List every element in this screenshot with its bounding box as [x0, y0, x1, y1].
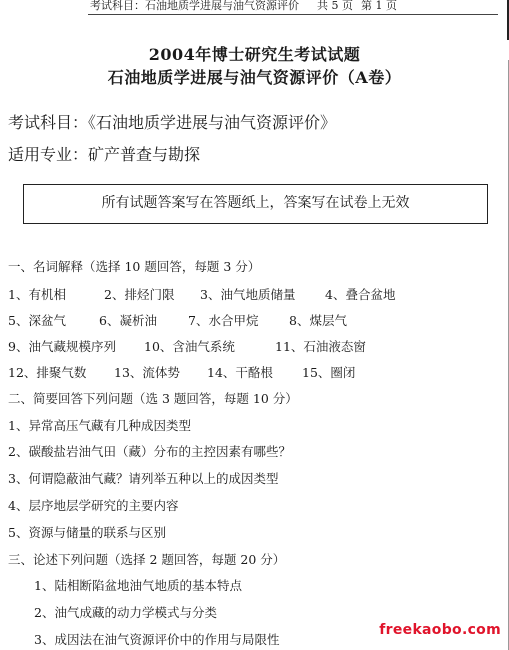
question-item: 4、层序地层学研究的主要内容 [8, 498, 179, 513]
header-page-number: 第 1 页 [361, 0, 397, 12]
term-item: 7、水合甲烷 [188, 313, 259, 328]
question-item: 5、资源与储量的联系与区别 [8, 525, 166, 540]
header-total-pages: 共 5 页 [317, 0, 353, 12]
question-item: 1、异常高压气藏有几种成因类型 [8, 418, 191, 433]
term-item: 1、有机相 [8, 287, 66, 302]
exam-subject-line: 考试科目：《石油地质学进展与油气资源评价》 [8, 113, 337, 132]
term-item: 3、油气地质储量 [200, 287, 296, 302]
term-item: 14、干酪根 [207, 365, 273, 380]
question-item: 2、碳酸盐岩油气田（藏）分布的主控因素有哪些？ [8, 444, 291, 459]
exam-subtitle: 石油地质学进展与油气资源评价（A卷） [107, 68, 402, 87]
term-item: 4、叠合盆地 [325, 287, 396, 302]
term-item: 6、凝析油 [99, 313, 157, 328]
header-rule [88, 14, 498, 15]
question-item: 1、陆相断陷盆地油气地质的基本特点 [34, 578, 242, 593]
section2-heading: 二、简要回答下列问题（选 3 题回答，每题 10 分） [8, 391, 298, 406]
notice-box [23, 184, 488, 224]
term-item: 15、圈闭 [302, 365, 356, 380]
section1-heading: 一、名词解释（选择 10 题回答，每题 3 分） [8, 259, 261, 274]
question-item: 2、油气成藏的动力学模式与分类 [34, 605, 217, 620]
question-item: 3、成因法在油气资源评价中的作用与局限性 [34, 632, 280, 647]
term-item: 2、排烃门限 [104, 287, 175, 302]
term-item: 11、石油液态窗 [275, 339, 366, 354]
question-item: 3、何谓隐蔽油气藏？请列举五种以上的成因类型 [8, 471, 279, 486]
term-item: 5、深盆气 [8, 313, 66, 328]
exam-title: 2004年博士研究生考试试题 [148, 45, 361, 64]
term-item: 9、油气藏规模序列 [8, 339, 116, 354]
term-item: 12、排聚气数 [8, 365, 87, 380]
section3-heading: 三、论述下列问题（选择 2 题回答，每题 20 分） [8, 552, 286, 567]
watermark: freekaobo.com [379, 622, 501, 638]
header-exam-subject: 考试科目：石油地质学进展与油气资源评价 [90, 0, 299, 12]
applicable-major-line: 适用专业：矿产普查与勘探 [8, 145, 201, 164]
term-item: 13、流体势 [114, 365, 180, 380]
term-item: 10、含油气系统 [144, 339, 235, 354]
notice-text: 所有试题答案写在答题纸上，答案写在试卷上无效 [101, 195, 410, 211]
term-item: 8、煤层气 [289, 313, 347, 328]
